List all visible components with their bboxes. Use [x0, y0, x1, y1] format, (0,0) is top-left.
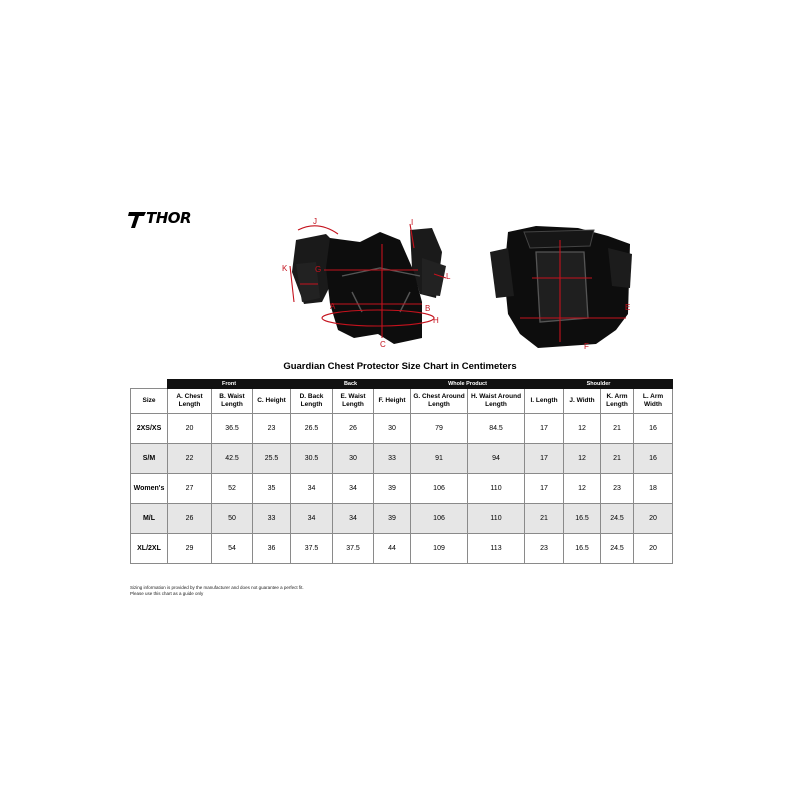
measure-label-a: A — [330, 302, 336, 311]
measurement-cell: 30 — [374, 414, 411, 444]
measurement-cell: 30 — [333, 444, 374, 474]
column-header-line: A. Chest — [176, 393, 203, 400]
measure-label-k: K — [282, 264, 288, 273]
table-row — [131, 534, 673, 564]
measurement-cell: 17 — [525, 474, 564, 504]
size-cell: XL/2XL — [131, 534, 168, 564]
column-header-line: H. Waist Around — [470, 393, 522, 400]
column-header-line: Length — [606, 401, 628, 408]
front-protector-illustration — [282, 212, 458, 354]
measurement-cell: 106 — [411, 474, 468, 504]
measurement-cell: 20 — [634, 534, 673, 564]
measurement-cell: 44 — [374, 534, 411, 564]
column-header-line: J. Width — [569, 397, 595, 404]
measurement-cell: 16 — [634, 444, 673, 474]
measurement-cell: 23 — [601, 474, 634, 504]
measurement-cell: 23 — [253, 414, 291, 444]
measurement-cell: 12 — [564, 474, 601, 504]
measurement-cell: 54 — [212, 534, 253, 564]
column-header-line: L. Arm — [642, 393, 664, 400]
measurement-cell: 21 — [525, 504, 564, 534]
chart-title: Guardian Chest Protector Size Chart in Centimeters — [283, 361, 517, 372]
size-cell: S/M — [131, 444, 168, 474]
measurement-cell: 23 — [525, 534, 564, 564]
measurement-cell: 34 — [291, 474, 333, 504]
measure-label-b: B — [425, 304, 431, 313]
group-spacer — [131, 380, 168, 389]
measurement-cell: 33 — [253, 504, 291, 534]
measurement-cell: 39 — [374, 474, 411, 504]
column-header-line: Length — [342, 401, 364, 408]
column-header — [212, 389, 253, 414]
column-header-line: F. Height — [378, 397, 406, 404]
column-header-line: Length — [178, 401, 201, 408]
measurement-cell: 113 — [468, 534, 525, 564]
measurement-cell: 33 — [374, 444, 411, 474]
measurement-cell: 17 — [525, 444, 564, 474]
measurement-cell: 26.5 — [291, 414, 333, 444]
table-row — [131, 444, 673, 474]
measurement-cell: 21 — [601, 414, 634, 444]
group-header-row — [131, 380, 673, 389]
measurement-cell: 52 — [212, 474, 253, 504]
size-column-header: Size — [131, 389, 168, 414]
measurement-cell: 17 — [525, 414, 564, 444]
column-header — [291, 389, 333, 414]
column-header-line: Length — [221, 401, 243, 408]
measurement-cell: 24.5 — [601, 504, 634, 534]
measure-label-h: H — [433, 316, 439, 325]
column-header — [564, 389, 601, 414]
column-header — [468, 389, 525, 414]
column-header-line: E. Waist — [340, 393, 366, 400]
column-header-line: Length — [428, 401, 450, 408]
measurement-cell: 30.5 — [291, 444, 333, 474]
size-chart-table — [130, 379, 673, 564]
measurement-cell: 84.5 — [468, 414, 525, 444]
measure-label-f: F — [584, 342, 589, 351]
measurement-cell: 18 — [634, 474, 673, 504]
measurement-cell: 26 — [168, 504, 212, 534]
column-header-line: B. Waist — [219, 393, 245, 400]
measurement-cell: 34 — [291, 504, 333, 534]
measure-label-e: E — [625, 303, 631, 312]
measurement-cell: 25.5 — [253, 444, 291, 474]
group-back: Back — [291, 380, 411, 389]
table-row — [131, 414, 673, 444]
column-header-line: Length — [300, 401, 323, 408]
column-header — [525, 389, 564, 414]
size-table-body — [131, 414, 673, 564]
measure-label-g: G — [315, 265, 322, 274]
measurement-cell: 12 — [564, 444, 601, 474]
thor-hammer-icon — [128, 208, 148, 230]
measurement-cell: 37.5 — [291, 534, 333, 564]
measurement-cell: 20 — [634, 504, 673, 534]
column-header-line: G. Chest Around — [413, 393, 465, 400]
column-header-line: I. Length — [530, 397, 558, 404]
measurement-cell: 36 — [253, 534, 291, 564]
measurement-cell: 35 — [253, 474, 291, 504]
measurement-cell: 36.5 — [212, 414, 253, 444]
column-header — [333, 389, 374, 414]
measurement-cell: 16.5 — [564, 504, 601, 534]
measurement-cell: 16 — [634, 414, 673, 444]
measure-label-j: J — [313, 217, 317, 226]
measurement-cell: 21 — [601, 444, 634, 474]
footnote-line-1: Sizing information is provided by the manufacturer and does not guarantee a perfect fit. — [130, 585, 304, 590]
group-shoulder: Shoulder — [525, 380, 673, 389]
footnote-line-2: Please use this chart as a guide only — [130, 591, 204, 596]
measure-label-l: L — [446, 272, 451, 281]
measurement-cell: 110 — [468, 474, 525, 504]
measurement-cell: 20 — [168, 414, 212, 444]
column-header-row — [131, 389, 673, 414]
measurement-cell: 27 — [168, 474, 212, 504]
column-header — [411, 389, 468, 414]
column-header — [168, 389, 212, 414]
back-protector-illustration — [480, 218, 636, 356]
measurement-cell: 39 — [374, 504, 411, 534]
measurement-cell: 34 — [333, 474, 374, 504]
measurement-cell: 26 — [333, 414, 374, 444]
measure-label-c: C — [380, 340, 386, 349]
brand-name: THOR — [146, 209, 192, 227]
measurement-cell: 42.5 — [212, 444, 253, 474]
column-header-line: C. Height — [257, 397, 286, 404]
column-header-line: Width — [644, 401, 663, 408]
measurement-cell: 29 — [168, 534, 212, 564]
measurement-cell: 16.5 — [564, 534, 601, 564]
column-header — [253, 389, 291, 414]
measurement-cell: 106 — [411, 504, 468, 534]
column-header-line: Length — [485, 401, 507, 408]
measurement-cell: 94 — [468, 444, 525, 474]
measurement-cell: 12 — [564, 414, 601, 444]
measurement-cell: 22 — [168, 444, 212, 474]
measurement-cell: 91 — [411, 444, 468, 474]
measurement-cell: 109 — [411, 534, 468, 564]
size-cell: Women's — [131, 474, 168, 504]
measurement-cell: 110 — [468, 504, 525, 534]
size-cell: 2XS/XS — [131, 414, 168, 444]
column-header — [374, 389, 411, 414]
measure-label-i: I — [411, 218, 414, 227]
measurement-cell: 50 — [212, 504, 253, 534]
thor-logo — [128, 208, 200, 230]
column-header-line: K. Arm — [606, 393, 628, 400]
group-front: Front — [168, 380, 291, 389]
column-header — [601, 389, 634, 414]
size-cell: M/L — [131, 504, 168, 534]
measurement-cell: 34 — [333, 504, 374, 534]
measurement-cell: 37.5 — [333, 534, 374, 564]
table-row — [131, 504, 673, 534]
column-header-line: D. Back — [299, 393, 324, 400]
measurement-cell: 79 — [411, 414, 468, 444]
table-row — [131, 474, 673, 504]
group-whole-product: Whole Product — [411, 380, 525, 389]
measurement-cell: 24.5 — [601, 534, 634, 564]
column-header — [634, 389, 673, 414]
